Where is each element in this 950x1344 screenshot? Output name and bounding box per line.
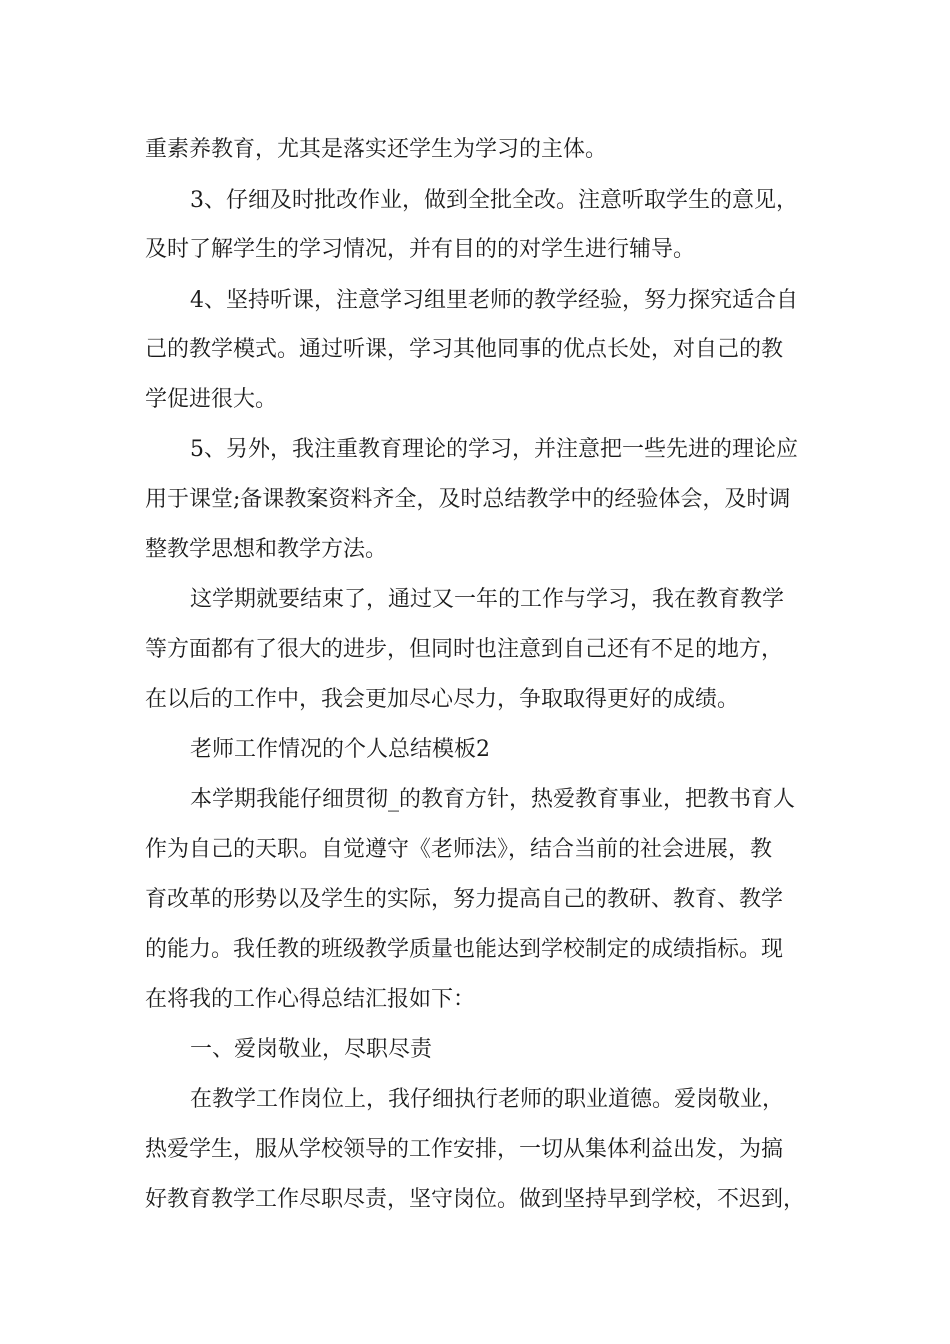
text-line: 热爱学生，服从学校领导的工作安排，一切从集体利益出发，为搞	[145, 1137, 784, 1162]
text-line: 在教学工作岗位上，我仔细执行老师的职业道德。爱岗敬业，	[190, 1087, 785, 1112]
text-line: 4、坚持听课，注意学习组里老师的教学经验，努力探究适合自	[190, 288, 798, 313]
text-line: 己的教学模式。通过听课，学习其他同事的优点长处，对自己的教	[145, 337, 784, 362]
text-line: 5、另外，我注重教育理论的学习，并注意把一些先进的理论应	[190, 437, 798, 462]
text-line: 重素养教育，尤其是落实还学生为学习的主体。	[145, 137, 608, 162]
text-line: 的能力。我任教的班级教学质量也能达到学校制定的成绩指标。现	[145, 937, 784, 962]
subsection-heading: 一、爱岗敬业，尽职尽责	[190, 1037, 433, 1062]
text-line: 这学期就要结束了，通过又一年的工作与学习，我在教育教学	[190, 587, 785, 612]
text-line: 整教学思想和教学方法。	[145, 537, 388, 562]
text-line: 育改革的形势以及学生的实际，努力提高自己的教研、教育、教学	[145, 887, 784, 912]
text-line: 等方面都有了很大的进步，但同时也注意到自己还有不足的地方，	[145, 637, 784, 662]
text-line: 学促进很大。	[145, 387, 278, 412]
text-line: 在以后的工作中，我会更加尽心尽力，争取取得更好的成绩。	[145, 687, 740, 712]
text-line: 在将我的工作心得总结汇报如下：	[145, 987, 476, 1012]
text-line: 本学期我能仔细贯彻_的教育方针，热爱教育事业，把教书育人	[190, 787, 796, 812]
text-line: 用于课堂;备课教案资料齐全，及时总结教学中的经验体会，及时调	[145, 487, 791, 512]
text-line: 作为自己的天职。自觉遵守《老师法》，结合当前的社会进展，教	[145, 837, 773, 862]
text-line: 好教育教学工作尽职尽责，坚守岗位。做到坚持早到学校，不迟到，	[145, 1187, 806, 1212]
text-line: 3、仔细及时批改作业，做到全批全改。注意听取学生的意见，	[190, 188, 798, 213]
text-line: 及时了解学生的学习情况，并有目的的对学生进行辅导。	[145, 237, 696, 262]
section-heading: 老师工作情况的个人总结模板2	[190, 737, 490, 762]
